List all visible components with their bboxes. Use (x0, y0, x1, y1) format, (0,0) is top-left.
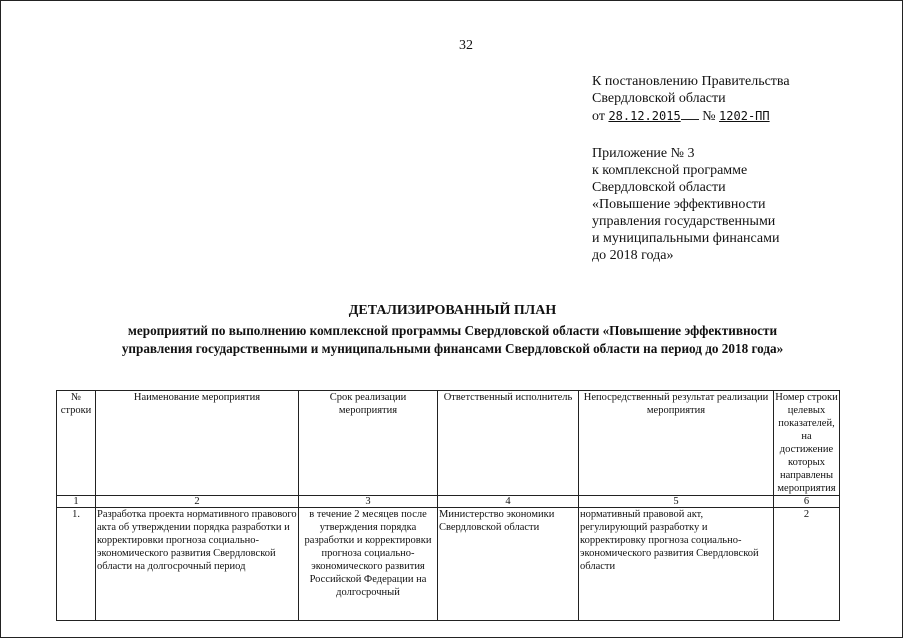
appendix-line: до 2018 года» (592, 248, 674, 263)
column-number: 6 (774, 496, 840, 508)
plan-subtitle (30, 322, 875, 358)
table-column-numbers-row (57, 496, 840, 508)
column-number: 5 (579, 496, 774, 508)
resolution-reference (592, 73, 790, 125)
row-executor: Министерство экономики Свердловской области (438, 508, 579, 621)
table-header-row (57, 391, 840, 496)
plan-table (56, 390, 840, 621)
plan-subtitle-line-1: мероприятий по выполнению комплексной программы Свердловской области «Повышение эффективности (127, 323, 778, 338)
page-number: 32 (459, 38, 473, 53)
resolution-line-2: Свердловской области (592, 91, 726, 106)
column-number: 1 (57, 496, 96, 508)
column-number: 3 (299, 496, 438, 508)
header-cell-result: Непосредственный результат реализации мероприятия (579, 391, 774, 496)
header-cell-number: № строки (57, 391, 96, 496)
date-prefix: от (592, 109, 605, 124)
column-number: 2 (96, 496, 299, 508)
header-cell-name: Наименование мероприятия (96, 391, 299, 496)
appendix-line: управления государственными (592, 214, 776, 229)
plan-subtitle-line-2: управления государственными и муниципальными финансами Свердловской области на период до 2018 года» (121, 341, 784, 356)
resolution-line-1: К постановлению Правительства (592, 74, 790, 89)
appendix-line: и муниципальными финансами (592, 231, 780, 246)
resolution-date: 28.12.2015 (608, 109, 681, 123)
table-row (57, 508, 840, 621)
header-cell-executor: Ответственный исполнитель (438, 391, 579, 496)
row-number: 1. (57, 508, 96, 621)
appendix-header (592, 145, 779, 264)
appendix-line: Свердловской области (592, 180, 726, 195)
resolution-date-line (592, 107, 790, 125)
plan-title: ДЕТАЛИЗИРОВАННЫЙ ПЛАН (348, 303, 557, 318)
appendix-line: «Повышение эффективности (592, 197, 766, 212)
row-term: в течение 2 месяцев после утверждения порядка разработки и корректировки прогноза социально-экономического развития Российской Федерации на долгосрочный (299, 508, 438, 621)
number-prefix: № (702, 109, 716, 124)
appendix-line: к комплексной программе (592, 163, 748, 178)
row-result: нормативный правовой акт, регулирующий разработку и корректировку прогноза социально-экономического развития Свердловской области (579, 508, 774, 621)
date-underline (681, 107, 699, 120)
header-cell-term: Срок реализации мероприятия (299, 391, 438, 496)
column-number: 4 (438, 496, 579, 508)
row-name: Разработка проекта нормативного правового акта об утверждении порядка разработки и корректировки прогноза социально-экономического развития Свердловской области на долгосрочный период (96, 508, 299, 621)
resolution-number: 1202-ПП (719, 109, 770, 123)
appendix-line: Приложение № 3 (592, 146, 695, 161)
header-cell-target: Номер строки целевых показателей, на достижение которых направлены мероприятия (775, 392, 838, 494)
row-target: 2 (774, 508, 840, 621)
